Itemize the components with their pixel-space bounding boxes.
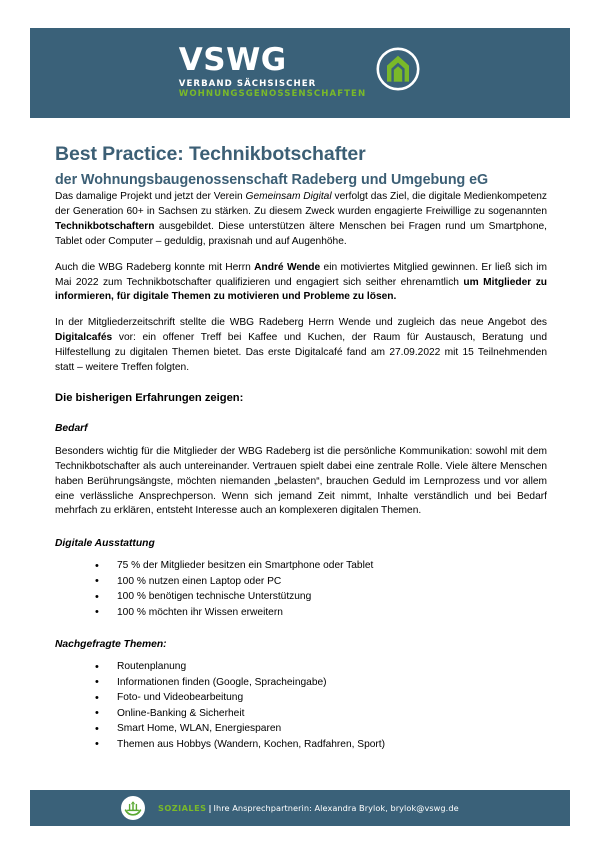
list-item: • Themen aus Hobbys (Wandern, Kochen, Radfahren, Sport) bbox=[95, 737, 547, 753]
list-item: • Routenplanung bbox=[95, 659, 547, 675]
footer-bar bbox=[30, 790, 570, 826]
list-item: • 75 % der Mitglieder besitzen ein Smartphone oder Tablet bbox=[95, 558, 547, 574]
list-digitale-ausstattung bbox=[55, 558, 547, 620]
footer-separator: | bbox=[208, 803, 212, 813]
list-item: • Informationen finden (Google, Spracheingabe) bbox=[95, 675, 547, 691]
logo-subtitle-line2: WOHNUNGSGENOSSENSCHAFTEN bbox=[178, 88, 367, 99]
logo-subtitle-line1: VERBAND SÄCHSISCHER bbox=[178, 78, 317, 89]
house-in-circle-icon bbox=[375, 46, 421, 92]
paragraph-bedarf: Besonders wichtig für die Mitglieder der WBG Radeberg ist die persönliche Kommunikation: sowohl mit dem Technikbotschafter als auch untereinander. Vertrauen spielt dabei eine zentrale Rolle. Viele ältere Menschen haben Berührungsängste, möchten niemanden „belasten“, brauchen Geduld im Lernprozess und vor allem eine verlässliche Ansprechperson. Wenn sich jemand Zeit nimmt, Inhalte verständlich und bei Bedarf mehrfach zu erklären, entsteht Interesse auch an komplexeren digitalen Themen. bbox=[55, 445, 547, 517]
subheading-bedarf: Bedarf bbox=[55, 422, 88, 434]
p1-text-b: verfolgt das Ziel, die digitale Medienkompetenz der Generation 60+ in Sachsen zu stärken. Zu diesem Zweck wurden engagierte Freiwillige zu sogenannten bbox=[55, 191, 547, 217]
logo-wordmark: VSWG bbox=[178, 41, 287, 78]
page-subtitle: der Wohnungsbaugenossenschaft Radeberg und Umgebung eG bbox=[55, 171, 489, 188]
p3-bold-digitalcafes: Digitalcafés bbox=[55, 332, 113, 344]
p2-bold-mission: um Mitglieder zu informieren, für digitale Themen zu motivieren und Probleme zu lösen. bbox=[55, 276, 548, 303]
list-nachgefragte-themen bbox=[55, 659, 547, 752]
p1-bold-technikbotschaftern: Technikbotschaftern bbox=[55, 220, 155, 232]
list-item: • 100 % möchten ihr Wissen erweitern bbox=[95, 605, 547, 621]
p1-italic-project-name: Gemeinsam Digital bbox=[245, 191, 332, 203]
page-title: Best Practice: Technikbotschafter bbox=[55, 143, 366, 165]
footer-contact: Ihre Ansprechpartnerin: Alexandra Brylok, brylok@vswg.de bbox=[213, 803, 459, 813]
subheading-digitale-ausstattung: Digitale Ausstattung bbox=[55, 538, 155, 550]
paragraph-digitalcafe bbox=[55, 316, 547, 376]
document-content bbox=[55, 143, 547, 752]
p2-text-a: Auch die WBG Radeberg konnte mit Herrn bbox=[55, 261, 255, 273]
list-item: • Online-Banking & Sicherheit bbox=[95, 706, 547, 722]
list-item: • Smart Home, WLAN, Energiesparen bbox=[95, 721, 547, 737]
subheading-nachgefragte-themen: Nachgefragte Themen: bbox=[55, 639, 167, 651]
social-hands-circle-icon bbox=[121, 796, 145, 820]
heading-experiences: Die bisherigen Erfahrungen zeigen: bbox=[55, 391, 244, 404]
p2-bold-name: André Wende bbox=[254, 261, 321, 273]
list-item: • Foto- und Videobearbeitung bbox=[95, 690, 547, 706]
paragraph-wende bbox=[55, 261, 547, 306]
header-banner bbox=[30, 28, 570, 118]
p3-text-a: In der Mitgliederzeitschrift stellte die WBG Radeberg Herrn Wende und zugleich das neue Angebot des bbox=[55, 317, 547, 329]
vswg-logo bbox=[178, 41, 421, 100]
footer-category: SOZIALES bbox=[158, 803, 207, 813]
p1-text-c: ausgebildet. Diese unterstützen ältere Menschen bei Fragen rund um Smartphone, Tablet oder Computer – geduldig, praxisnah und auf Augenhöhe. bbox=[55, 220, 547, 247]
logo-text-block bbox=[178, 41, 367, 100]
p3-text-b: vor: ein offener Treff bei Kaffee und Kuchen, der Raum für Austausch, Beratung und Hilfestellung zu digitalen Themen bietet. Das erste Digitalcafé fand am 27.09.2022 mit 15 Teilnehmenden statt – weitere Treffen folgten. bbox=[55, 332, 547, 373]
list-item: • 100 % nutzen einen Laptop oder PC bbox=[95, 574, 547, 590]
footer-contact-text bbox=[158, 803, 459, 813]
p1-text-a: Das damalige Projekt und jetzt der Verein bbox=[55, 191, 246, 203]
list-item: • 100 % benötigen technische Unterstützung bbox=[95, 589, 547, 605]
p2-text-b: ein motiviertes Mitglied gewinnen. Er ließ sich im Mai 2022 zum Technikbotschafter qualifizieren und engagiert sich seither ehrenamtlich bbox=[55, 261, 547, 288]
paragraph-intro bbox=[55, 190, 547, 250]
